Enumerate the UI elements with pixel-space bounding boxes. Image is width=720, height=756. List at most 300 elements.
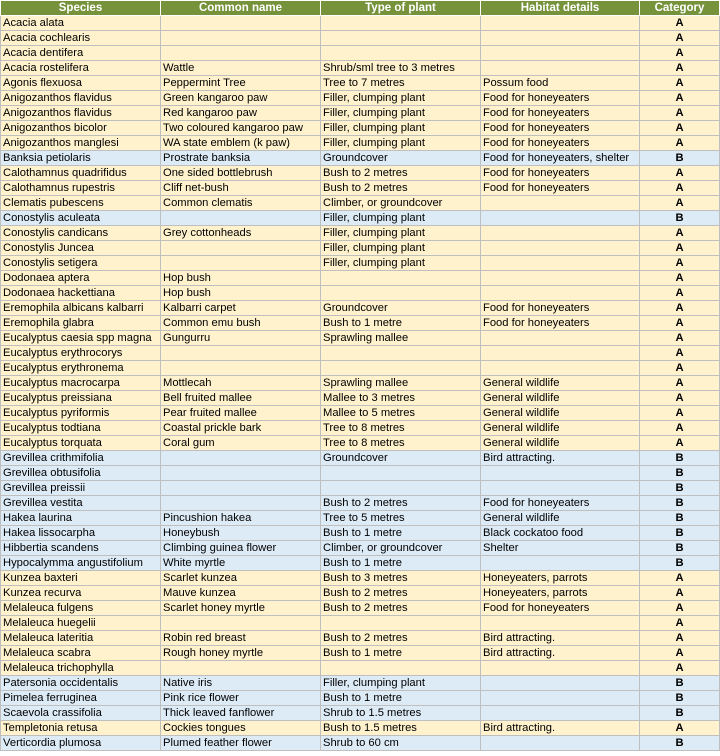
table-row bbox=[1, 496, 720, 511]
common-name-cell[interactable]: Two coloured kangaroo paw bbox=[161, 121, 321, 136]
common-name-cell[interactable]: Mottlecah bbox=[161, 376, 321, 391]
table-row bbox=[1, 211, 720, 226]
category-cell[interactable]: A bbox=[640, 61, 720, 76]
species-cell[interactable]: Hypocalymma angustifolium bbox=[1, 556, 161, 571]
type-of-plant-cell[interactable]: Tree to 5 metres bbox=[321, 511, 481, 526]
category-cell[interactable]: A bbox=[640, 91, 720, 106]
habitat-details-cell[interactable]: Food for honeyeaters bbox=[481, 496, 640, 511]
category-cell[interactable]: A bbox=[640, 226, 720, 241]
category-cell[interactable]: A bbox=[640, 421, 720, 436]
common-name-cell[interactable]: Plumed feather flower bbox=[161, 736, 321, 751]
common-name-cell[interactable] bbox=[161, 451, 321, 466]
species-cell[interactable]: Conostylis candicans bbox=[1, 226, 161, 241]
common-name-cell[interactable]: Thick leaved fanflower bbox=[161, 706, 321, 721]
table-row bbox=[1, 526, 720, 541]
common-name-cell[interactable]: Red kangaroo paw bbox=[161, 106, 321, 121]
species-cell[interactable]: Hakea lissocarpha bbox=[1, 526, 161, 541]
type-of-plant-cell[interactable] bbox=[321, 46, 481, 61]
habitat-details-cell[interactable]: Honeyeaters, parrots bbox=[481, 571, 640, 586]
type-of-plant-cell[interactable]: Shrub to 1.5 metres bbox=[321, 706, 481, 721]
habitat-details-cell[interactable]: General wildlife bbox=[481, 406, 640, 421]
category-cell[interactable]: A bbox=[640, 181, 720, 196]
species-cell[interactable]: Eucalyptus preissiana bbox=[1, 391, 161, 406]
header-type-of-plant[interactable]: Type of plant bbox=[321, 1, 481, 16]
table-row bbox=[1, 136, 720, 151]
species-cell[interactable]: Verticordia plumosa bbox=[1, 736, 161, 751]
type-of-plant-cell[interactable]: Tree to 8 metres bbox=[321, 436, 481, 451]
species-cell[interactable]: Scaevola crassifolia bbox=[1, 706, 161, 721]
category-cell[interactable]: A bbox=[640, 646, 720, 661]
category-cell[interactable]: B bbox=[640, 676, 720, 691]
type-of-plant-cell[interactable]: Climber, or groundcover bbox=[321, 541, 481, 556]
common-name-cell[interactable]: Rough honey myrtle bbox=[161, 646, 321, 661]
category-cell[interactable]: B bbox=[640, 556, 720, 571]
type-of-plant-cell[interactable]: Bush to 3 metres bbox=[321, 571, 481, 586]
category-cell[interactable]: B bbox=[640, 496, 720, 511]
table-row bbox=[1, 391, 720, 406]
category-cell[interactable]: A bbox=[640, 436, 720, 451]
header-category[interactable]: Category bbox=[640, 1, 720, 16]
category-cell[interactable]: B bbox=[640, 706, 720, 721]
common-name-cell[interactable] bbox=[161, 496, 321, 511]
type-of-plant-cell[interactable]: Filler, clumping plant bbox=[321, 256, 481, 271]
common-name-cell[interactable]: Honeybush bbox=[161, 526, 321, 541]
type-of-plant-cell[interactable]: Mallee to 5 metres bbox=[321, 406, 481, 421]
table-row bbox=[1, 121, 720, 136]
type-of-plant-cell[interactable] bbox=[321, 31, 481, 46]
species-cell[interactable]: Acacia dentifera bbox=[1, 46, 161, 61]
table-row bbox=[1, 421, 720, 436]
species-cell[interactable]: Acacia cochlearis bbox=[1, 31, 161, 46]
type-of-plant-cell[interactable] bbox=[321, 16, 481, 31]
habitat-details-cell[interactable]: General wildlife bbox=[481, 511, 640, 526]
category-cell[interactable]: A bbox=[640, 31, 720, 46]
species-cell[interactable]: Acacia rostelifera bbox=[1, 61, 161, 76]
species-cell[interactable]: Agonis flexuosa bbox=[1, 76, 161, 91]
type-of-plant-cell[interactable]: Filler, clumping plant bbox=[321, 121, 481, 136]
type-of-plant-cell[interactable]: Shrub/sml tree to 3 metres bbox=[321, 61, 481, 76]
table-row bbox=[1, 61, 720, 76]
type-of-plant-cell[interactable] bbox=[321, 271, 481, 286]
type-of-plant-cell[interactable]: Bush to 1 metre bbox=[321, 556, 481, 571]
header-common-name[interactable]: Common name bbox=[161, 1, 321, 16]
table-row bbox=[1, 331, 720, 346]
habitat-details-cell[interactable]: Food for honeyeaters, shelter bbox=[481, 151, 640, 166]
category-cell[interactable]: A bbox=[640, 241, 720, 256]
type-of-plant-cell[interactable] bbox=[321, 346, 481, 361]
species-cell[interactable]: Melaleuca lateritia bbox=[1, 631, 161, 646]
habitat-details-cell[interactable] bbox=[481, 331, 640, 346]
species-cell[interactable]: Conostylis aculeata bbox=[1, 211, 161, 226]
table-row bbox=[1, 286, 720, 301]
common-name-cell[interactable] bbox=[161, 241, 321, 256]
common-name-cell[interactable]: Coral gum bbox=[161, 436, 321, 451]
species-cell[interactable]: Hibbertia scandens bbox=[1, 541, 161, 556]
habitat-details-cell[interactable] bbox=[481, 361, 640, 376]
habitat-details-cell[interactable]: General wildlife bbox=[481, 376, 640, 391]
category-cell[interactable]: A bbox=[640, 106, 720, 121]
species-cell[interactable]: Eremophila glabra bbox=[1, 316, 161, 331]
species-cell[interactable]: Eucalyptus erythronema bbox=[1, 361, 161, 376]
category-cell[interactable]: B bbox=[640, 466, 720, 481]
species-cell[interactable]: Dodonaea aptera bbox=[1, 271, 161, 286]
table-row bbox=[1, 76, 720, 91]
habitat-details-cell[interactable]: Food for honeyeaters bbox=[481, 91, 640, 106]
common-name-cell[interactable] bbox=[161, 346, 321, 361]
header-habitat-details[interactable]: Habitat details bbox=[481, 1, 640, 16]
type-of-plant-cell[interactable]: Bush to 2 metres bbox=[321, 586, 481, 601]
table-row bbox=[1, 301, 720, 316]
common-name-cell[interactable]: Peppermint Tree bbox=[161, 76, 321, 91]
habitat-details-cell[interactable] bbox=[481, 706, 640, 721]
category-cell[interactable]: A bbox=[640, 616, 720, 631]
table-row bbox=[1, 646, 720, 661]
category-cell[interactable]: A bbox=[640, 586, 720, 601]
type-of-plant-cell[interactable]: Bush to 2 metres bbox=[321, 601, 481, 616]
category-cell[interactable]: A bbox=[640, 286, 720, 301]
habitat-details-cell[interactable] bbox=[481, 271, 640, 286]
species-cell[interactable]: Anigozanthos bicolor bbox=[1, 121, 161, 136]
type-of-plant-cell[interactable]: Shrub to 60 cm bbox=[321, 736, 481, 751]
category-cell[interactable]: A bbox=[640, 76, 720, 91]
type-of-plant-cell[interactable]: Filler, clumping plant bbox=[321, 226, 481, 241]
habitat-details-cell[interactable]: General wildlife bbox=[481, 391, 640, 406]
habitat-details-cell[interactable]: Food for honeyeaters bbox=[481, 136, 640, 151]
habitat-details-cell[interactable] bbox=[481, 61, 640, 76]
category-cell[interactable]: A bbox=[640, 121, 720, 136]
habitat-details-cell[interactable]: Honeyeaters, parrots bbox=[481, 586, 640, 601]
species-cell[interactable]: Eremophila albicans kalbarri bbox=[1, 301, 161, 316]
type-of-plant-cell[interactable]: Groundcover bbox=[321, 301, 481, 316]
category-cell[interactable]: A bbox=[640, 301, 720, 316]
common-name-cell[interactable]: Common clematis bbox=[161, 196, 321, 211]
common-name-cell[interactable]: Bell fruited mallee bbox=[161, 391, 321, 406]
category-cell[interactable]: A bbox=[640, 331, 720, 346]
table-row bbox=[1, 451, 720, 466]
type-of-plant-cell[interactable] bbox=[321, 361, 481, 376]
table-row bbox=[1, 721, 720, 736]
habitat-details-cell[interactable] bbox=[481, 16, 640, 31]
habitat-details-cell[interactable]: Food for honeyeaters bbox=[481, 106, 640, 121]
habitat-details-cell[interactable]: Food for honeyeaters bbox=[481, 181, 640, 196]
habitat-details-cell[interactable]: Bird attracting. bbox=[481, 646, 640, 661]
species-cell[interactable]: Eucalyptus pyriformis bbox=[1, 406, 161, 421]
table-row bbox=[1, 316, 720, 331]
habitat-details-cell[interactable] bbox=[481, 226, 640, 241]
common-name-cell[interactable] bbox=[161, 211, 321, 226]
habitat-details-cell[interactable]: Shelter bbox=[481, 541, 640, 556]
type-of-plant-cell[interactable]: Tree to 7 metres bbox=[321, 76, 481, 91]
habitat-details-cell[interactable] bbox=[481, 286, 640, 301]
type-of-plant-cell[interactable]: Filler, clumping plant bbox=[321, 91, 481, 106]
common-name-cell[interactable]: Pink rice flower bbox=[161, 691, 321, 706]
species-cell[interactable]: Templetonia retusa bbox=[1, 721, 161, 736]
habitat-details-cell[interactable] bbox=[481, 256, 640, 271]
type-of-plant-cell[interactable]: Bush to 1 metre bbox=[321, 691, 481, 706]
habitat-details-cell[interactable] bbox=[481, 466, 640, 481]
header-species[interactable]: Species bbox=[1, 1, 161, 16]
type-of-plant-cell[interactable]: Climber, or groundcover bbox=[321, 196, 481, 211]
habitat-details-cell[interactable]: General wildlife bbox=[481, 436, 640, 451]
species-cell[interactable]: Eucalyptus erythrocorys bbox=[1, 346, 161, 361]
type-of-plant-cell[interactable]: Groundcover bbox=[321, 151, 481, 166]
common-name-cell[interactable]: Robin red breast bbox=[161, 631, 321, 646]
type-of-plant-cell[interactable]: Filler, clumping plant bbox=[321, 241, 481, 256]
common-name-cell[interactable]: Pincushion hakea bbox=[161, 511, 321, 526]
common-name-cell[interactable] bbox=[161, 31, 321, 46]
table-row bbox=[1, 676, 720, 691]
table-row bbox=[1, 346, 720, 361]
type-of-plant-cell[interactable] bbox=[321, 481, 481, 496]
table-row bbox=[1, 181, 720, 196]
species-cell[interactable]: Eucalyptus macrocarpa bbox=[1, 376, 161, 391]
category-cell[interactable]: B bbox=[640, 736, 720, 751]
table-row bbox=[1, 571, 720, 586]
table-row bbox=[1, 106, 720, 121]
type-of-plant-cell[interactable]: Sprawling mallee bbox=[321, 376, 481, 391]
species-cell[interactable]: Anigozanthos flavidus bbox=[1, 91, 161, 106]
common-name-cell[interactable]: Prostrate banksia bbox=[161, 151, 321, 166]
category-cell[interactable]: B bbox=[640, 481, 720, 496]
species-cell[interactable]: Eucalyptus todtiana bbox=[1, 421, 161, 436]
table-row bbox=[1, 616, 720, 631]
table-row bbox=[1, 691, 720, 706]
table-row bbox=[1, 541, 720, 556]
species-cell[interactable]: Eucalyptus caesia spp magna bbox=[1, 331, 161, 346]
common-name-cell[interactable] bbox=[161, 361, 321, 376]
type-of-plant-cell[interactable]: Groundcover bbox=[321, 451, 481, 466]
type-of-plant-cell[interactable]: Filler, clumping plant bbox=[321, 106, 481, 121]
common-name-cell[interactable]: Cockies tongues bbox=[161, 721, 321, 736]
habitat-details-cell[interactable] bbox=[481, 211, 640, 226]
type-of-plant-cell[interactable]: Bush to 2 metres bbox=[321, 181, 481, 196]
species-cell[interactable]: Kunzea baxteri bbox=[1, 571, 161, 586]
habitat-details-cell[interactable]: Bird attracting. bbox=[481, 721, 640, 736]
category-cell[interactable]: A bbox=[640, 601, 720, 616]
common-name-cell[interactable]: Kalbarri carpet bbox=[161, 301, 321, 316]
table-row bbox=[1, 601, 720, 616]
species-cell[interactable]: Calothamnus rupestris bbox=[1, 181, 161, 196]
type-of-plant-cell[interactable]: Filler, clumping plant bbox=[321, 136, 481, 151]
habitat-details-cell[interactable]: Bird attracting. bbox=[481, 631, 640, 646]
habitat-details-cell[interactable] bbox=[481, 241, 640, 256]
habitat-details-cell[interactable]: Food for honeyeaters bbox=[481, 166, 640, 181]
category-cell[interactable]: B bbox=[640, 151, 720, 166]
common-name-cell[interactable]: Hop bush bbox=[161, 271, 321, 286]
species-cell[interactable]: Patersonia occidentalis bbox=[1, 676, 161, 691]
category-cell[interactable]: B bbox=[640, 526, 720, 541]
species-cell[interactable]: Clematis pubescens bbox=[1, 196, 161, 211]
category-cell[interactable]: A bbox=[640, 136, 720, 151]
table-row bbox=[1, 226, 720, 241]
species-cell[interactable]: Grevillea preissii bbox=[1, 481, 161, 496]
category-cell[interactable]: A bbox=[640, 721, 720, 736]
category-cell[interactable]: B bbox=[640, 511, 720, 526]
table-row bbox=[1, 436, 720, 451]
common-name-cell[interactable] bbox=[161, 661, 321, 676]
category-cell[interactable]: A bbox=[640, 661, 720, 676]
category-cell[interactable]: B bbox=[640, 451, 720, 466]
category-cell[interactable]: A bbox=[640, 376, 720, 391]
table-row bbox=[1, 46, 720, 61]
category-cell[interactable]: B bbox=[640, 211, 720, 226]
species-cell[interactable]: Melaleuca scabra bbox=[1, 646, 161, 661]
common-name-cell[interactable]: Common emu bush bbox=[161, 316, 321, 331]
table-row bbox=[1, 586, 720, 601]
species-cell[interactable]: Grevillea obtusifolia bbox=[1, 466, 161, 481]
category-cell[interactable]: A bbox=[640, 631, 720, 646]
table-row bbox=[1, 31, 720, 46]
habitat-details-cell[interactable]: Food for honeyeaters bbox=[481, 601, 640, 616]
type-of-plant-cell[interactable]: Bush to 2 metres bbox=[321, 496, 481, 511]
habitat-details-cell[interactable] bbox=[481, 46, 640, 61]
species-cell[interactable]: Hakea laurina bbox=[1, 511, 161, 526]
category-cell[interactable]: B bbox=[640, 541, 720, 556]
habitat-details-cell[interactable]: Black cockatoo food bbox=[481, 526, 640, 541]
common-name-cell[interactable] bbox=[161, 256, 321, 271]
type-of-plant-cell[interactable]: Filler, clumping plant bbox=[321, 211, 481, 226]
type-of-plant-cell[interactable] bbox=[321, 616, 481, 631]
table-row bbox=[1, 481, 720, 496]
type-of-plant-cell[interactable]: Bush to 1 metre bbox=[321, 316, 481, 331]
species-cell[interactable]: Banksia petiolaris bbox=[1, 151, 161, 166]
type-of-plant-cell[interactable]: Bush to 2 metres bbox=[321, 166, 481, 181]
species-cell[interactable]: Dodonaea hackettiana bbox=[1, 286, 161, 301]
habitat-details-cell[interactable]: Food for honeyeaters bbox=[481, 301, 640, 316]
category-cell[interactable]: A bbox=[640, 256, 720, 271]
table-row bbox=[1, 91, 720, 106]
table-row bbox=[1, 166, 720, 181]
category-cell[interactable]: A bbox=[640, 406, 720, 421]
table-row bbox=[1, 661, 720, 676]
species-cell[interactable]: Conostylis setigera bbox=[1, 256, 161, 271]
type-of-plant-cell[interactable]: Bush to 2 metres bbox=[321, 631, 481, 646]
species-cell[interactable]: Melaleuca fulgens bbox=[1, 601, 161, 616]
common-name-cell[interactable]: Gungurru bbox=[161, 331, 321, 346]
category-cell[interactable]: A bbox=[640, 16, 720, 31]
species-cell[interactable]: Eucalyptus torquata bbox=[1, 436, 161, 451]
common-name-cell[interactable]: Scarlet kunzea bbox=[161, 571, 321, 586]
habitat-details-cell[interactable] bbox=[481, 556, 640, 571]
table-row bbox=[1, 271, 720, 286]
common-name-cell[interactable]: Climbing guinea flower bbox=[161, 541, 321, 556]
table-row bbox=[1, 241, 720, 256]
species-cell[interactable]: Melaleuca huegelii bbox=[1, 616, 161, 631]
table-row bbox=[1, 406, 720, 421]
type-of-plant-cell[interactable] bbox=[321, 466, 481, 481]
type-of-plant-cell[interactable]: Bush to 1 metre bbox=[321, 526, 481, 541]
common-name-cell[interactable] bbox=[161, 466, 321, 481]
table-body bbox=[1, 16, 720, 751]
species-cell[interactable]: Melaleuca trichophylla bbox=[1, 661, 161, 676]
species-cell[interactable]: Conostylis Juncea bbox=[1, 241, 161, 256]
type-of-plant-cell[interactable] bbox=[321, 661, 481, 676]
category-cell[interactable]: A bbox=[640, 346, 720, 361]
table-row bbox=[1, 16, 720, 31]
species-cell[interactable]: Pimelea ferruginea bbox=[1, 691, 161, 706]
category-cell[interactable]: A bbox=[640, 271, 720, 286]
common-name-cell[interactable]: WA state emblem (k paw) bbox=[161, 136, 321, 151]
common-name-cell[interactable]: Scarlet honey myrtle bbox=[161, 601, 321, 616]
habitat-details-cell[interactable] bbox=[481, 661, 640, 676]
type-of-plant-cell[interactable]: Bush to 1.5 metres bbox=[321, 721, 481, 736]
species-cell[interactable]: Anigozanthos manglesi bbox=[1, 136, 161, 151]
habitat-details-cell[interactable] bbox=[481, 736, 640, 751]
common-name-cell[interactable] bbox=[161, 16, 321, 31]
type-of-plant-cell[interactable]: Mallee to 3 metres bbox=[321, 391, 481, 406]
category-cell[interactable]: A bbox=[640, 361, 720, 376]
species-cell[interactable]: Grevillea crithmifolia bbox=[1, 451, 161, 466]
category-cell[interactable]: B bbox=[640, 691, 720, 706]
common-name-cell[interactable]: Coastal prickle bark bbox=[161, 421, 321, 436]
common-name-cell[interactable]: White myrtle bbox=[161, 556, 321, 571]
common-name-cell[interactable] bbox=[161, 616, 321, 631]
habitat-details-cell[interactable]: Bird attracting. bbox=[481, 451, 640, 466]
species-cell[interactable]: Anigozanthos flavidus bbox=[1, 106, 161, 121]
table-row bbox=[1, 736, 720, 751]
category-cell[interactable]: A bbox=[640, 391, 720, 406]
common-name-cell[interactable]: Grey cottonheads bbox=[161, 226, 321, 241]
table-row bbox=[1, 376, 720, 391]
type-of-plant-cell[interactable]: Tree to 8 metres bbox=[321, 421, 481, 436]
type-of-plant-cell[interactable]: Bush to 1 metre bbox=[321, 646, 481, 661]
category-cell[interactable]: A bbox=[640, 316, 720, 331]
common-name-cell[interactable]: Native iris bbox=[161, 676, 321, 691]
table-row bbox=[1, 256, 720, 271]
header-row bbox=[1, 1, 720, 16]
common-name-cell[interactable]: Green kangaroo paw bbox=[161, 91, 321, 106]
table-row bbox=[1, 151, 720, 166]
category-cell[interactable]: A bbox=[640, 46, 720, 61]
common-name-cell[interactable]: Hop bush bbox=[161, 286, 321, 301]
type-of-plant-cell[interactable] bbox=[321, 286, 481, 301]
species-cell[interactable]: Calothamnus quadrifidus bbox=[1, 166, 161, 181]
habitat-details-cell[interactable] bbox=[481, 691, 640, 706]
habitat-details-cell[interactable] bbox=[481, 31, 640, 46]
species-cell[interactable]: Grevillea vestita bbox=[1, 496, 161, 511]
species-cell[interactable]: Acacia alata bbox=[1, 16, 161, 31]
habitat-details-cell[interactable] bbox=[481, 481, 640, 496]
common-name-cell[interactable]: Pear fruited mallee bbox=[161, 406, 321, 421]
habitat-details-cell[interactable] bbox=[481, 616, 640, 631]
type-of-plant-cell[interactable]: Sprawling mallee bbox=[321, 331, 481, 346]
habitat-details-cell[interactable]: Food for honeyeaters bbox=[481, 121, 640, 136]
common-name-cell[interactable]: Cliff net-bush bbox=[161, 181, 321, 196]
category-cell[interactable]: A bbox=[640, 571, 720, 586]
habitat-details-cell[interactable]: Food for honeyeaters bbox=[481, 316, 640, 331]
table-row bbox=[1, 631, 720, 646]
table-row bbox=[1, 196, 720, 211]
table-row bbox=[1, 466, 720, 481]
habitat-details-cell[interactable] bbox=[481, 196, 640, 211]
type-of-plant-cell[interactable]: Filler, clumping plant bbox=[321, 676, 481, 691]
habitat-details-cell[interactable]: Possum food bbox=[481, 76, 640, 91]
category-cell[interactable]: A bbox=[640, 196, 720, 211]
habitat-details-cell[interactable] bbox=[481, 676, 640, 691]
habitat-details-cell[interactable]: General wildlife bbox=[481, 421, 640, 436]
table-row bbox=[1, 706, 720, 721]
species-cell[interactable]: Kunzea recurva bbox=[1, 586, 161, 601]
category-cell[interactable]: A bbox=[640, 166, 720, 181]
habitat-details-cell[interactable] bbox=[481, 346, 640, 361]
common-name-cell[interactable] bbox=[161, 481, 321, 496]
common-name-cell[interactable]: Mauve kunzea bbox=[161, 586, 321, 601]
common-name-cell[interactable] bbox=[161, 46, 321, 61]
common-name-cell[interactable]: One sided bottlebrush bbox=[161, 166, 321, 181]
table-row bbox=[1, 511, 720, 526]
common-name-cell[interactable]: Wattle bbox=[161, 61, 321, 76]
table-row bbox=[1, 361, 720, 376]
